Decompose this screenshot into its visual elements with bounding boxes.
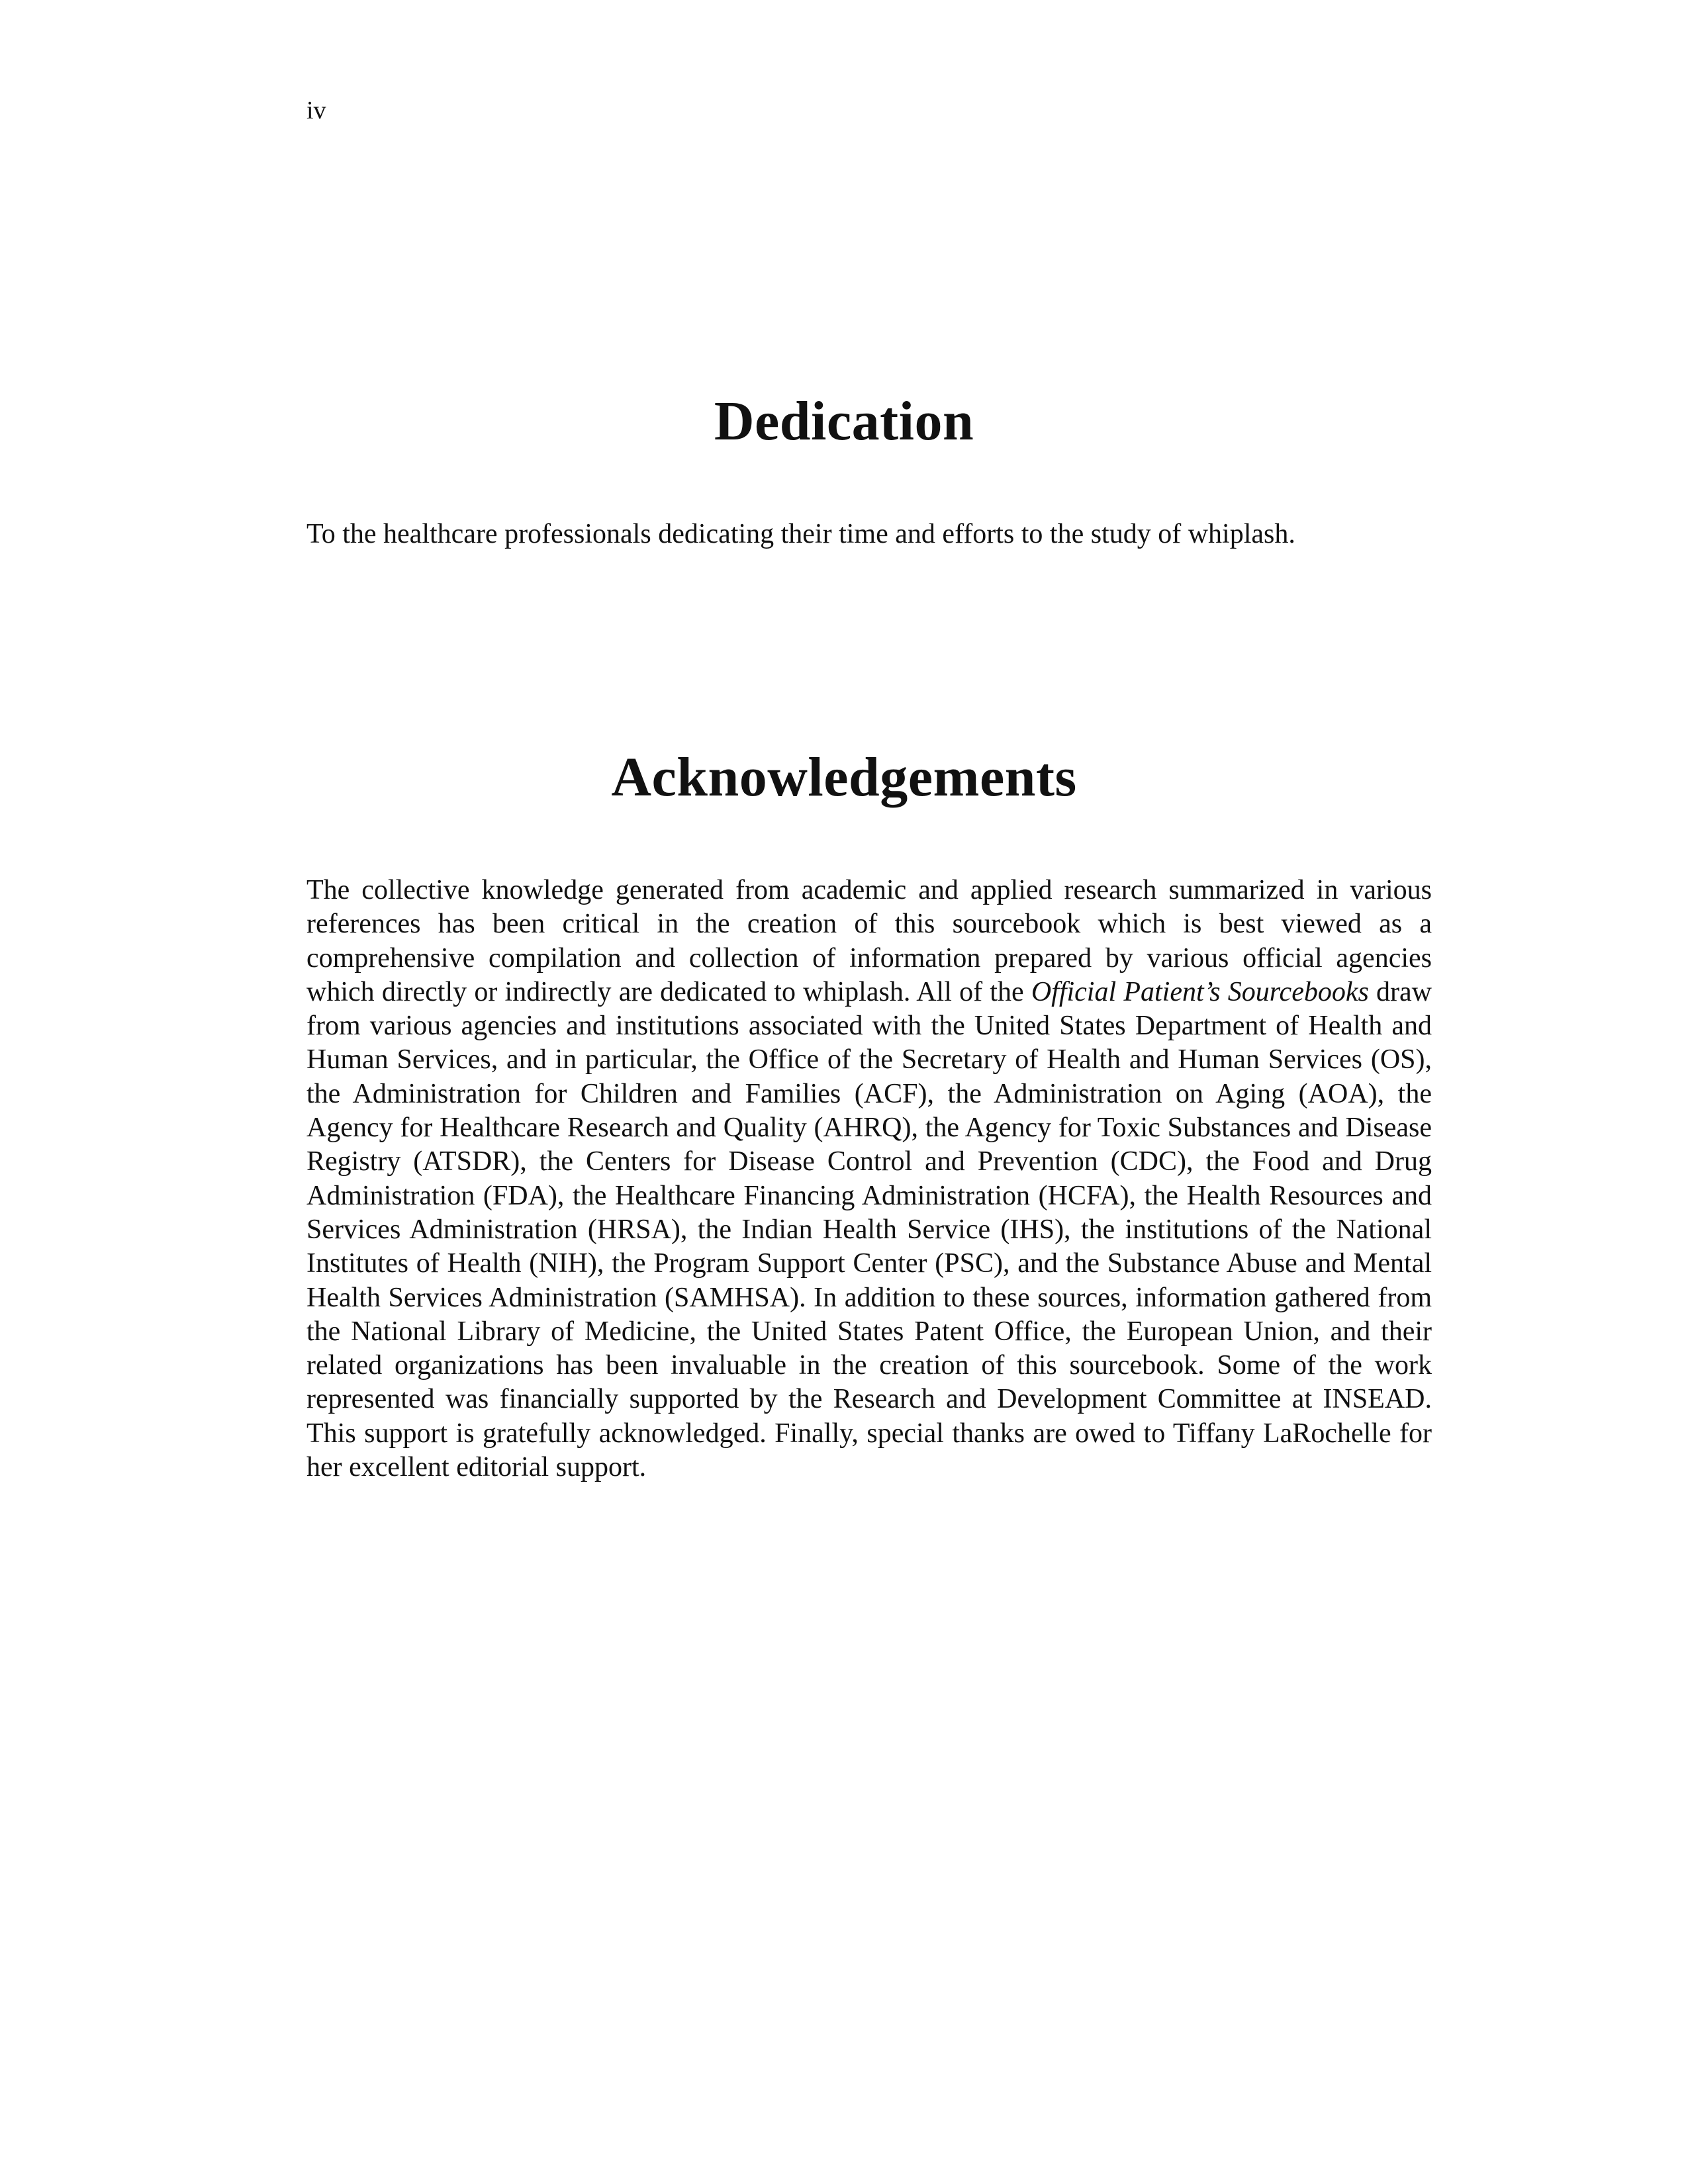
page-number: iv <box>306 97 326 124</box>
acknowledgements-paragraph <box>306 874 1432 1484</box>
acknowledgements-heading: Acknowledgements <box>611 747 1077 808</box>
acknowledgements-text-part-1: The collective knowledge generated from academic and applied research summarized in various references has been critical in the creation of this sourcebook which is best viewed as a comprehensive compilation and collection of information prepared by various official agencies which directly or indirectly are dedicated to whiplash. All of the <box>306 875 1432 1007</box>
dedication-text: To the healthcare professionals dedicating their time and efforts to the study of whiplash. <box>306 519 1295 549</box>
dedication-heading: Dedication <box>714 390 974 452</box>
acknowledgements-text-part-2: draw from various agencies and institutions associated with the United States Department of Health and Human Services, and in particular, the Office of the Secretary of Health and Human Services (OS), the Administration for Children and Families (ACF), the Administration on Aging (AOA), the Agency for Healthcare Research and Quality (AHRQ), the Agency for Toxic Substances and Disease Registry (ATSDR), the Centers for Disease Control and Prevention (CDC), the Food and Drug Administration (FDA), the Healthcare Financing Administration (HCFA), the Health Resources and Services Administration (HRSA), the Indian Health Service (IHS), the institutions of the National Institutes of Health (NIH), the Program Support Center (PSC), and the Substance Abuse and Mental Health Services Administration (SAMHSA). In addition to these sources, information gathered from the National Library of Medicine, the United States Patent Office, the European Union, and their related organizations has been invaluable in the creation of this sourcebook. Some of the work represented was financially supported by the Research and Development Committee at INSEAD. This support is gratefully acknowledged. Finally, special thanks are owed to Tiffany LaRochelle for her excellent editorial support. <box>306 976 1432 1483</box>
sourcebook-series-title: Official Patient’s Sourcebooks <box>1031 976 1369 1007</box>
